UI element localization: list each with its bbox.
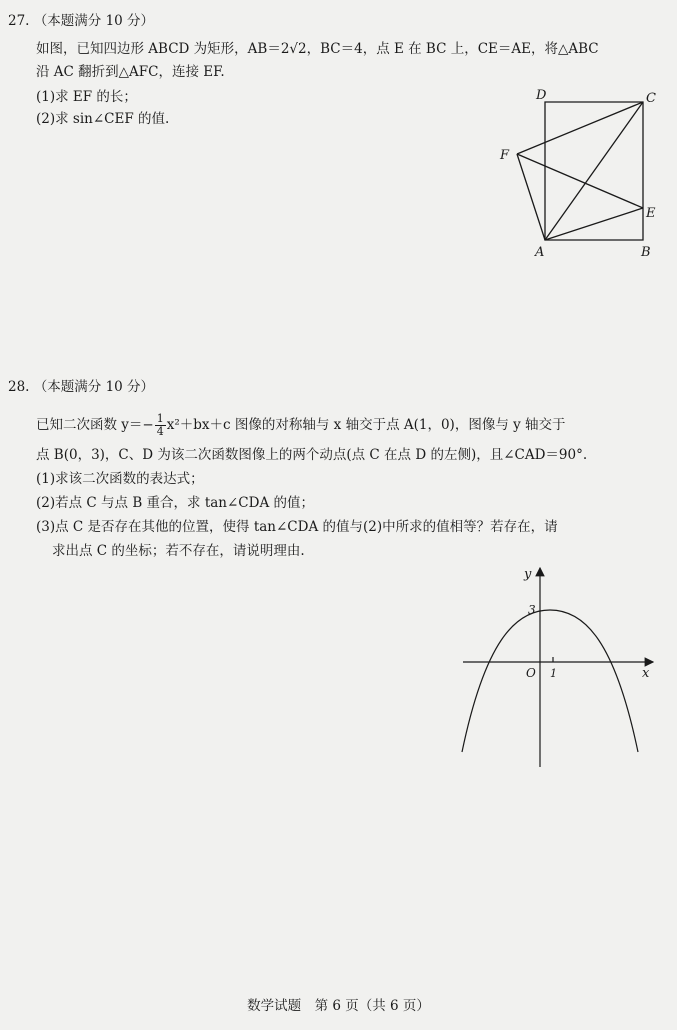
q28-part3-line2: 求出点 C 的坐标；若不存在，请说明理由. <box>52 543 305 559</box>
label-f: F <box>500 148 510 163</box>
q28-heading <box>8 378 154 396</box>
q27-heading <box>8 12 154 30</box>
q28-stem-prefix: 已知二次函数 y＝− <box>36 417 154 433</box>
q27-part1: (1)求 EF 的长； <box>36 89 137 105</box>
segment-ae <box>545 208 643 240</box>
q28-number: 28. <box>8 379 30 395</box>
tick-label-3: 3 <box>528 603 536 617</box>
segment-fe <box>517 154 643 208</box>
x-axis-label: x <box>642 666 650 681</box>
q27-part2: (2)求 sin∠CEF 的值. <box>36 111 170 127</box>
q28-parabola-graph <box>455 562 660 772</box>
q28-stem-suffix: x²＋bx＋c 图像的对称轴与 x 轴交于点 A(1，0)，图像与 y 轴交于 <box>166 417 566 433</box>
q28-fraction-numerator: 1 <box>156 412 164 425</box>
tick-label-1: 1 <box>550 667 557 680</box>
page-footer: 数学试题 第 6 页（共 6 页） <box>247 998 430 1014</box>
q28-header: （本题满分 10 分） <box>33 379 155 395</box>
q27-number: 27. <box>8 13 30 29</box>
label-c: C <box>646 91 656 106</box>
segment-fa <box>517 154 545 240</box>
y-axis-label: y <box>524 567 532 582</box>
label-d: D <box>536 88 547 103</box>
label-b: B <box>641 245 651 260</box>
label-e: E <box>646 206 656 221</box>
q28-part3-line1: (3)点 C 是否存在其他的位置，使得 tan∠CDA 的值与(2)中所求的值相等？若存在，请 <box>36 519 558 535</box>
q28-stem-line2: 点 B(0，3)，C、D 为该二次函数图像上的两个动点(点 C 在点 D 的左侧)，且∠CAD＝90°. <box>36 447 588 463</box>
parabola-curve-drawn <box>462 610 638 752</box>
q28-part2: (2)若点 C 与点 B 重合，求 tan∠CDA 的值； <box>36 495 315 511</box>
q28-fraction-denominator: 4 <box>156 425 164 438</box>
q28-fraction <box>155 413 166 438</box>
q27-stem-line1: 如图，已知四边形 ABCD 为矩形，AB＝2√2，BC＝4，点 E 在 BC 上，CE＝AE，将△ABC <box>36 41 599 57</box>
q28-stem-line1 <box>36 410 566 440</box>
q27-geometry-figure <box>490 84 670 264</box>
label-a: A <box>535 245 545 260</box>
q27-header: （本题满分 10 分） <box>33 13 155 29</box>
q28-part1: (1)求该二次函数的表达式； <box>36 471 204 487</box>
origin-label: O <box>526 666 536 680</box>
q27-stem-line2: 沿 AC 翻折到△AFC，连接 EF. <box>36 64 225 80</box>
